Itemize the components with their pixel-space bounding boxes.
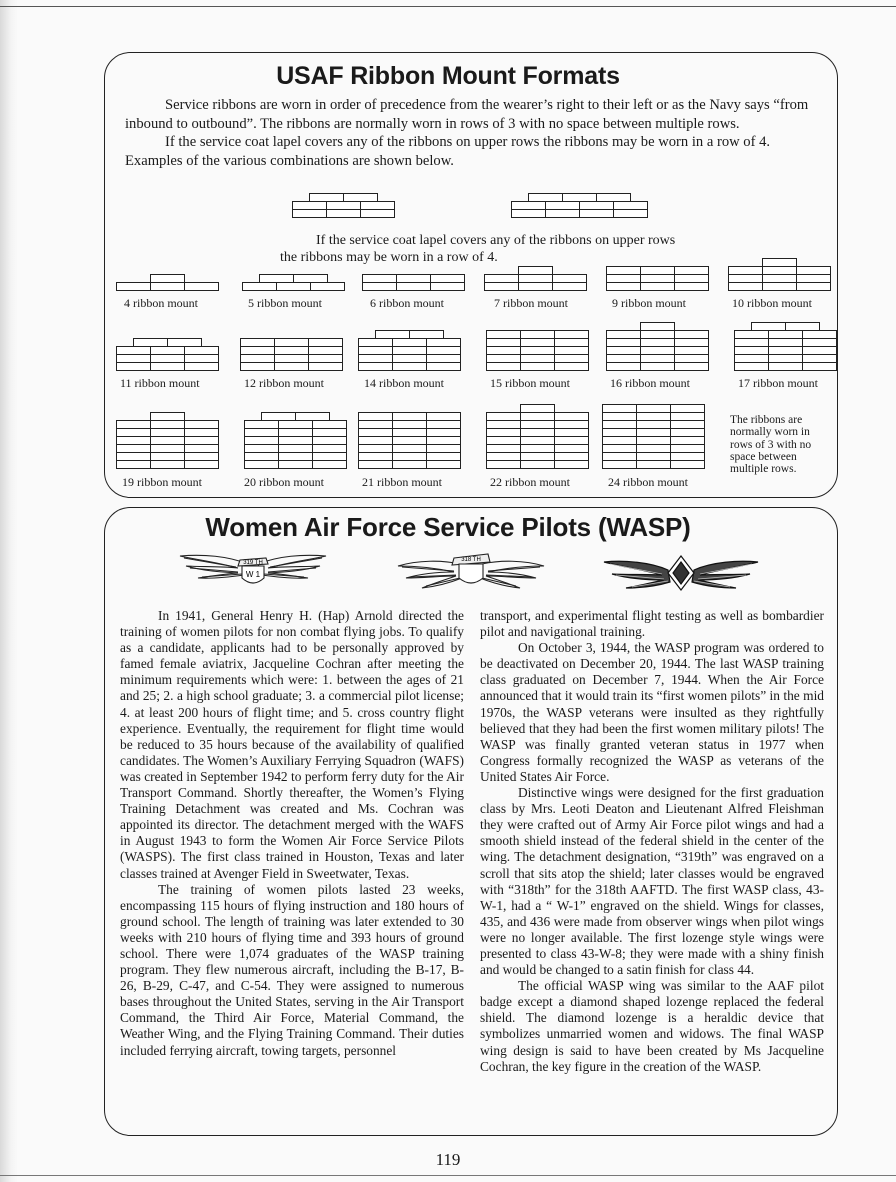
ribbon [802, 338, 837, 347]
ribbon [150, 282, 185, 291]
ribbon [640, 362, 675, 371]
ribbon [116, 428, 151, 437]
ribbon [358, 420, 393, 429]
mount-label: 24 ribbon mount [608, 475, 688, 489]
ribbon [310, 282, 345, 291]
ribbon [150, 460, 185, 469]
ribbon [520, 404, 555, 413]
ribbon [636, 404, 671, 413]
ribbon [486, 346, 521, 355]
ribbon [426, 346, 461, 355]
mount-label: 5 ribbon mount [248, 296, 322, 310]
ribbon [636, 436, 671, 445]
ribbon [520, 452, 555, 461]
ribbon [762, 282, 797, 291]
ribbon [640, 282, 675, 291]
wasp-column-left [120, 608, 464, 1059]
ribbon [636, 428, 671, 437]
wasp-wing-319th-icon [178, 548, 328, 590]
ribbon [184, 346, 219, 355]
ribbon [326, 201, 361, 210]
ribbon [426, 338, 461, 347]
ribbon [409, 330, 444, 339]
ribbon [150, 452, 185, 461]
ribbon [358, 412, 393, 421]
ribbon [133, 338, 168, 347]
ribbon [362, 282, 397, 291]
mount-label: 11 ribbon mount [120, 376, 200, 390]
ribbon [802, 330, 837, 339]
ribbon [554, 412, 589, 421]
ribbon [554, 460, 589, 469]
ribbon [392, 354, 427, 363]
ribbon [244, 420, 279, 429]
ribbon [636, 412, 671, 421]
ribbon [518, 266, 553, 275]
ribbon [554, 330, 589, 339]
ribbon [150, 362, 185, 371]
ribbon [150, 354, 185, 363]
mount-label: 21 ribbon mount [362, 475, 442, 489]
mount-label: 15 ribbon mount [490, 376, 570, 390]
ribbon [554, 420, 589, 429]
ribbon [426, 412, 461, 421]
ribbon [426, 452, 461, 461]
ribbon [486, 460, 521, 469]
ribbon [768, 338, 803, 347]
ribbon [670, 452, 705, 461]
ribbon [640, 338, 675, 347]
mount-label: 12 ribbon mount [244, 376, 324, 390]
ribbon [762, 266, 797, 275]
ribbon [116, 354, 151, 363]
ribbon [520, 354, 555, 363]
ribbon [554, 338, 589, 347]
ribbon [674, 282, 709, 291]
ribbon [326, 209, 361, 218]
ribbon [240, 354, 275, 363]
ribbon [579, 209, 614, 218]
ribbon [674, 330, 709, 339]
ribbon [184, 354, 219, 363]
ribbon [486, 412, 521, 421]
ribbon [520, 346, 555, 355]
ribbon [184, 428, 219, 437]
ribbon [358, 428, 393, 437]
wasp-column-right [480, 608, 824, 1075]
ribbon [184, 420, 219, 429]
ribbon [358, 338, 393, 347]
ribbon [312, 420, 347, 429]
ribbon [278, 452, 313, 461]
ribbon [602, 444, 637, 453]
ribbon [511, 201, 546, 210]
ribbon [486, 444, 521, 453]
ribbon [640, 266, 675, 275]
ribbon [486, 362, 521, 371]
ribbon [375, 330, 410, 339]
ribbon [392, 436, 427, 445]
ribbon [520, 460, 555, 469]
ribbon [602, 420, 637, 429]
top-rule [0, 6, 896, 7]
ribbon [528, 193, 563, 202]
ribbon [762, 258, 797, 267]
ribbon [358, 346, 393, 355]
ribbon [486, 338, 521, 347]
ribbon [392, 362, 427, 371]
ribbon [796, 282, 831, 291]
ribbon [150, 274, 185, 283]
ribbon [606, 338, 641, 347]
ribbon [184, 282, 219, 291]
ribbon [670, 412, 705, 421]
ribbon [150, 420, 185, 429]
ribbon [796, 266, 831, 275]
ribbon [579, 201, 614, 210]
ribbon [640, 330, 675, 339]
wasp-paragraph: The official WASP wing was similar to the AAF pilot badge except a diamond shaped lozenge replaced the federal shield. The diamond lozenge is a heraldic device that symbolizes unmarried women and widows. The final WASP wing design is said to have been created by Ms Jacqueline Cochran, the key figure in the creation of the WASP. [480, 978, 824, 1074]
ribbon [295, 412, 330, 421]
wasp-wing-318th-icon [396, 550, 546, 592]
ribbon [184, 436, 219, 445]
ribbon [116, 362, 151, 371]
wasp-paragraph: Distinctive wings were designed for the first graduation class by Mrs. Leoti Deaton and Lieutenant Alfred Fleishman they were crafted out of Army Air Force pilot wings and had a smooth shield instead of the federal shield in the center of the wing. The detachment designation, “319th” was engraved on a scroll that sits atop the shield; later classes would be engraved with “318th” for the 318th AAFTD. The first WASP class, 43-W-1, had a “ W-1” engraved on the shield. Wings for classes, 435, and 436 were made from observer wings when pilot wings were no longer available. The first lozenge style wings were presented to class 43-W-8; they were made with a shiny finish and would be changed to a satin finish for class 44. [480, 785, 824, 978]
ribbon [486, 420, 521, 429]
ribbon [554, 452, 589, 461]
ribbon [734, 330, 769, 339]
ribbon [728, 274, 763, 283]
ribbon [358, 444, 393, 453]
mount-label: 4 ribbon mount [124, 296, 198, 310]
ribbon [484, 282, 519, 291]
ribbon [596, 193, 631, 202]
ribbon [486, 428, 521, 437]
wing-scroll-text: 319 TH [243, 560, 263, 566]
ribbon [486, 452, 521, 461]
ribbon [396, 282, 431, 291]
ribbon [602, 412, 637, 421]
ribbon [392, 412, 427, 421]
ribbon [670, 404, 705, 413]
ribbon [274, 346, 309, 355]
ribbon [244, 436, 279, 445]
ribbon [606, 354, 641, 363]
ribbon [116, 282, 151, 291]
mount-label: 10 ribbon mount [732, 296, 812, 310]
ribbon [150, 444, 185, 453]
ribbon [259, 274, 294, 283]
ribbon [184, 444, 219, 453]
mount-label: 17 ribbon mount [738, 376, 818, 390]
ribbon-note: The ribbons are normally worn in rows of 3 with no space between multiple rows. [730, 414, 812, 476]
ribbon [278, 428, 313, 437]
ribbon [242, 282, 277, 291]
ribbon [360, 209, 395, 218]
ribbon [312, 444, 347, 453]
ribbon [670, 428, 705, 437]
ribbon [278, 444, 313, 453]
ribbon [554, 436, 589, 445]
ribbon [554, 354, 589, 363]
ribbon [244, 452, 279, 461]
ribbon [640, 346, 675, 355]
ribbon [768, 346, 803, 355]
ribbon [728, 282, 763, 291]
wing-scroll-text: 318 TH [461, 557, 481, 563]
wasp-wing-lozenge-icon [602, 552, 760, 594]
ribbon [150, 428, 185, 437]
ribbon [670, 444, 705, 453]
ribbon [554, 444, 589, 453]
mount-label: 22 ribbon mount [490, 475, 570, 489]
ribbon [602, 404, 637, 413]
ribbon [274, 354, 309, 363]
ribbon [116, 436, 151, 445]
ribbon [768, 330, 803, 339]
ribbon [486, 354, 521, 363]
ribbon [292, 201, 327, 210]
ribbon [244, 460, 279, 469]
ribbon [670, 420, 705, 429]
ribbon [184, 362, 219, 371]
ribbon [240, 362, 275, 371]
ribbon [520, 362, 555, 371]
example-caption [280, 232, 680, 266]
ribbon [360, 201, 395, 210]
ribbon [312, 460, 347, 469]
ribbon [545, 209, 580, 218]
ribbon [606, 330, 641, 339]
ribbon [562, 193, 597, 202]
example-caption-text: If the service coat lapel covers any of the ribbons on upper rows the ribbons may be worn in a row of 4. [280, 233, 676, 265]
ribbon [486, 436, 521, 445]
ribbon [606, 346, 641, 355]
mount-label: 6 ribbon mount [370, 296, 444, 310]
ribbon [796, 274, 831, 283]
ribbon [602, 428, 637, 437]
ribbon [167, 338, 202, 347]
ribbon [602, 460, 637, 469]
ribbon [392, 420, 427, 429]
ribbon [362, 274, 397, 283]
ribbon [261, 412, 296, 421]
ribbon [392, 338, 427, 347]
ribbon [278, 436, 313, 445]
ribbon [520, 436, 555, 445]
ribbon [670, 436, 705, 445]
ribbon [312, 428, 347, 437]
ribbon [518, 282, 553, 291]
ribbon [244, 444, 279, 453]
ribbon [674, 338, 709, 347]
ribbon [244, 428, 279, 437]
ribbon [734, 338, 769, 347]
ribbon [636, 460, 671, 469]
ribbon [358, 362, 393, 371]
ribbon [308, 338, 343, 347]
ribbon [674, 274, 709, 283]
ribbon [293, 274, 328, 283]
ribbon [240, 346, 275, 355]
ribbon [426, 460, 461, 469]
ribbon [768, 354, 803, 363]
ribbon [762, 274, 797, 283]
ribbon [150, 412, 185, 421]
ribbon [116, 346, 151, 355]
page-number: 119 [435, 1150, 461, 1169]
ribbon [426, 362, 461, 371]
ribbon [802, 346, 837, 355]
ribbon [358, 354, 393, 363]
ribbon [312, 452, 347, 461]
ribbon [785, 322, 820, 331]
ribbon [734, 354, 769, 363]
ribbon [312, 436, 347, 445]
ribbon [426, 444, 461, 453]
binding-edge [0, 0, 18, 1182]
ribbon [308, 362, 343, 371]
ribbon [554, 362, 589, 371]
ribbon [751, 322, 786, 331]
ribbon [343, 193, 378, 202]
ribbon [636, 420, 671, 429]
mount-label: 19 ribbon mount [122, 475, 202, 489]
ribbon [392, 452, 427, 461]
ribbon [520, 412, 555, 421]
ribbon [520, 420, 555, 429]
ribbon [426, 428, 461, 437]
ribbon [520, 338, 555, 347]
ribbon [613, 201, 648, 210]
mount-label: 16 ribbon mount [610, 376, 690, 390]
ribbon [150, 436, 185, 445]
ribbon [430, 274, 465, 283]
ribbon [640, 322, 675, 331]
ribbon [358, 436, 393, 445]
ribbon [426, 436, 461, 445]
ribbon [274, 338, 309, 347]
ribbon [554, 428, 589, 437]
mount-label: 9 ribbon mount [612, 296, 686, 310]
ribbon [674, 354, 709, 363]
ribbon [150, 346, 185, 355]
wasp-paragraph: The training of women pilots lasted 23 weeks, encompassing 115 hours of flying instruction and 180 hours of ground school. The length of training was later extended to 30 weeks with 210 hours of flying time and 393 hours of ground school. There were 1,074 graduates of the WASP training program. They flew numerous aircraft, including the B-17, B-26, B-29, C-47, and C-54. They were assigned to numerous bases throughout the United States, serving in the Air Transport Command, the Third Air Force, Material Command, the Weather Wing, and the Flying Training Command. Their duties included ferrying aircraft, towing targets, personnel [120, 881, 464, 1058]
ribbon [396, 274, 431, 283]
mount-label: 7 ribbon mount [494, 296, 568, 310]
ribbon [240, 338, 275, 347]
ribbon [636, 452, 671, 461]
ribbon [606, 282, 641, 291]
ribbon [274, 362, 309, 371]
ribbon [518, 274, 553, 283]
ribbon [392, 460, 427, 469]
ribbon [674, 266, 709, 275]
mount-label: 14 ribbon mount [364, 376, 444, 390]
ribbon [674, 362, 709, 371]
ribbon [606, 274, 641, 283]
mount-label: 20 ribbon mount [244, 475, 324, 489]
ribbon [640, 354, 675, 363]
ribbon [116, 460, 151, 469]
ribbon [511, 209, 546, 218]
usaf-intro [125, 96, 825, 170]
ribbon [116, 452, 151, 461]
ribbon [392, 428, 427, 437]
ribbon [486, 330, 521, 339]
wasp-paragraph: transport, and experimental flight testing as well as bombardier pilot and navigational training. [480, 608, 824, 640]
usaf-title: USAF Ribbon Mount Formats [276, 62, 620, 90]
ribbon [802, 354, 837, 363]
ribbon [308, 354, 343, 363]
ribbon [276, 282, 311, 291]
usaf-intro-paragraph: Service ribbons are worn in order of precedence from the wearer’s right to their left or as the Navy says “from inbound to outbound”. The ribbons are normally worn in rows of 3 with no space between multiple rows. [125, 97, 809, 132]
ribbon [426, 420, 461, 429]
ribbon [184, 460, 219, 469]
ribbon [552, 282, 587, 291]
ribbon [552, 274, 587, 283]
ribbon [640, 274, 675, 283]
ribbon [636, 444, 671, 453]
wasp-paragraph: On October 3, 1944, the WASP program was ordered to be deactivated on December 20, 1944. The last WASP training class graduated on December 7, 1944. When the Air Force announced that it would train its “first women pilots” in the mid 1970s, the WASP veterans were insulted as they rightfully believed that they had been the first women military pilots! The WASP was finally granted veteran status in 1977 when Congress formally recognized the WASP as veterans of the United States Air Force. [480, 640, 824, 784]
wasp-paragraph: In 1941, General Henry H. (Hap) Arnold directed the training of women pilots for non combat flying jobs. To qualify as a candidate, applicants had to be personally approved by famed female aviatrix, Jacqueline Cochran after meeting the minimum requirements which were: 1. between the ages of 21 and 25; 2. a high school graduate; 3. a commercial pilot license; 4. at least 200 hours of flight time; and 5. cross country flight experience. Eventually, the requirement for flight time would be reduced to 35 hours because of the availability of qualified candidates. The Women’s Auxiliary Ferrying Squadron (WAFS) was created in September 1942 to perform ferry duty for the Air Transport Command. Shortly thereafter, the Women’s Flying Training Detachment was created and Ms. Cochran was appointed its director. The detachment merged with the WAFS in August 1943 to form the Women Air Force Service Pilots (WASPS). The first class trained in Houston, Texas and later classes trained at Avenger Field in Sweetwater, Texas. [120, 608, 464, 881]
ribbon [602, 452, 637, 461]
ribbon [670, 460, 705, 469]
ribbon [520, 330, 555, 339]
ribbon [392, 444, 427, 453]
ribbon [734, 346, 769, 355]
ribbon [116, 420, 151, 429]
ribbon [606, 362, 641, 371]
ribbon [674, 346, 709, 355]
ribbon [309, 193, 344, 202]
wasp-title: Women Air Force Service Pilots (WASP) [205, 512, 691, 542]
ribbon [545, 201, 580, 210]
wing-shield-text: W 1 [245, 570, 261, 579]
ribbon [278, 460, 313, 469]
ribbon [278, 420, 313, 429]
usaf-intro-paragraph: If the service coat lapel covers any of the ribbons on upper rows the ribbons may be worn in a row of 4. Examples of the various combinations are shown below. [125, 134, 771, 169]
ribbon [520, 428, 555, 437]
ribbon [426, 354, 461, 363]
ribbon [116, 444, 151, 453]
ribbon [292, 209, 327, 218]
ribbon [768, 362, 803, 371]
ribbon [606, 266, 641, 275]
ribbon [358, 460, 393, 469]
ribbon [484, 274, 519, 283]
ribbon [308, 346, 343, 355]
ribbon [392, 346, 427, 355]
ribbon [802, 362, 837, 371]
bottom-rule [0, 1175, 896, 1176]
ribbon [728, 266, 763, 275]
ribbon [734, 362, 769, 371]
ribbon [613, 209, 648, 218]
ribbon [358, 452, 393, 461]
ribbon [520, 444, 555, 453]
ribbon [554, 346, 589, 355]
ribbon [184, 452, 219, 461]
ribbon [602, 436, 637, 445]
ribbon [430, 282, 465, 291]
